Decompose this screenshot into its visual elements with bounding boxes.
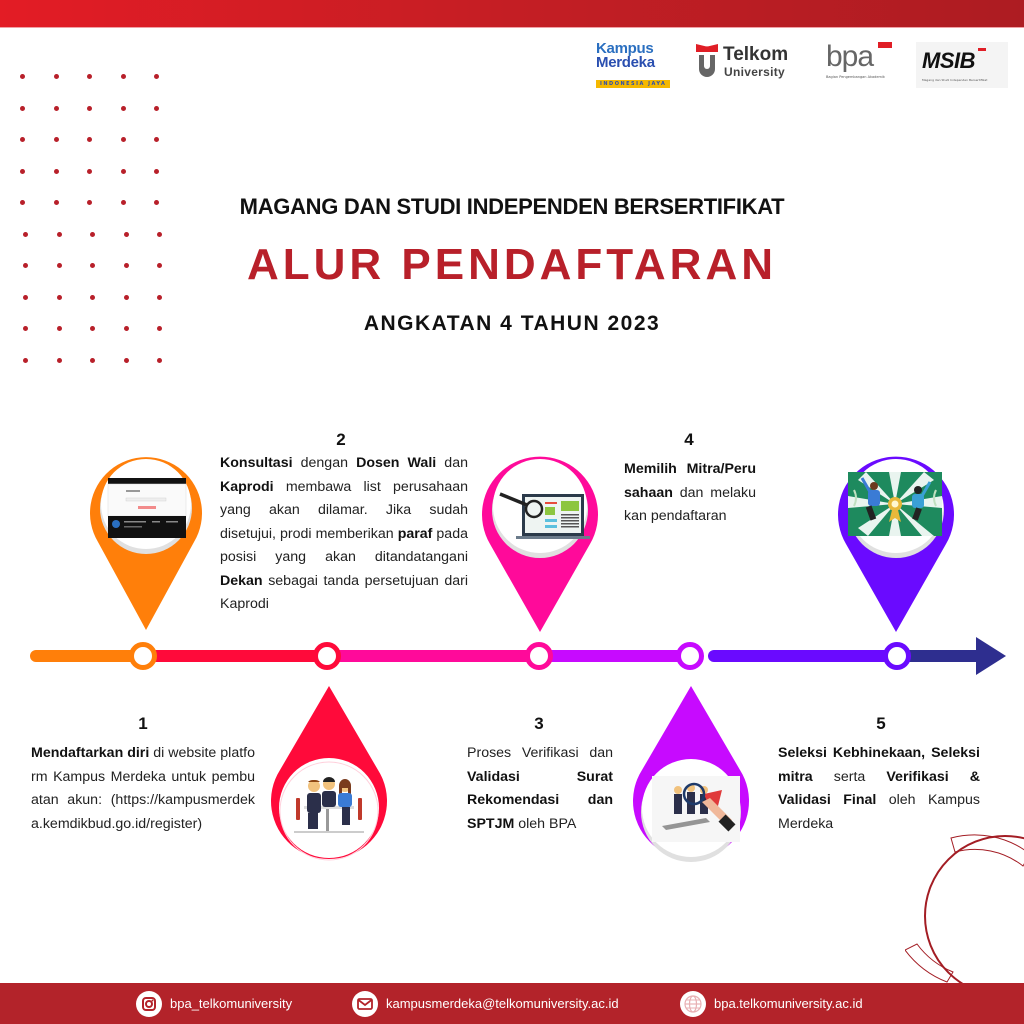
step-5-pin xyxy=(834,446,958,632)
timeline-arrow-icon xyxy=(976,637,1006,675)
step-4-pin xyxy=(478,446,602,632)
decorative-ring-icon xyxy=(905,830,1024,983)
dot-decoration xyxy=(154,137,159,142)
timeline xyxy=(0,620,1024,700)
dot-decoration xyxy=(87,169,92,174)
dot-decoration xyxy=(121,74,126,79)
step-5-text-bold: Verifikasi & Validasi Final xyxy=(778,768,980,808)
dot-decoration xyxy=(23,295,28,300)
step-2-description xyxy=(220,452,468,617)
step-3-number: 3 xyxy=(534,714,544,733)
bpa-logo xyxy=(824,42,900,88)
timeline-node-1 xyxy=(129,642,157,670)
dot-decoration xyxy=(20,169,25,174)
footer-contact-bar xyxy=(0,983,1024,1024)
dot-decoration xyxy=(121,137,126,142)
timeline-segment-5 xyxy=(708,650,898,662)
page-title: ALUR PENDAFTARAN xyxy=(246,240,778,289)
step-3-text-bold: Validasi Surat Rekomendasi dan SPTJM xyxy=(467,768,613,832)
step-2-text-bold: Konsultasi xyxy=(220,455,293,471)
telkom-university-logo xyxy=(696,42,806,88)
dot-decoration xyxy=(154,169,159,174)
dot-decoration xyxy=(121,106,126,111)
email-address[interactable]: kampusmerdeka@telkomuniversity.ac.id xyxy=(386,996,619,1011)
telkom-logo-line2: University xyxy=(724,65,786,79)
kampus-merdeka-logo-line2: Merdeka xyxy=(596,54,655,71)
step-3-description xyxy=(467,742,613,836)
msib-logo-tagline: Magang dan Studi Independen Bersertifikat xyxy=(922,78,988,82)
dot-decoration xyxy=(124,295,129,300)
dot-decoration xyxy=(20,74,25,79)
step-2-text: membawa list perusahaan yang akan dilamar. Jika sudah disetujui, prodi memberikan xyxy=(220,478,468,542)
dot-decoration xyxy=(20,106,25,111)
partner-logos xyxy=(596,42,1016,88)
step-1-text: di website platform Kampus Merdeka untuk pembuatan akun: (https://kampusmerdeka.kemdikbud.go.id/register) xyxy=(31,745,255,832)
email-icon xyxy=(352,991,378,1017)
step-3-text: oleh BPA xyxy=(514,815,577,832)
bpa-flag-icon xyxy=(878,42,892,48)
instagram-contact[interactable] xyxy=(136,990,292,1017)
step-2-text-bold: Dekan xyxy=(220,572,263,589)
step-2-text: sebagai tanda persetujuan dari Kaprodi xyxy=(220,572,468,612)
website-screenshot-icon xyxy=(108,478,186,538)
dot-decoration xyxy=(23,232,28,237)
step-5-number: 5 xyxy=(876,714,886,733)
dot-decoration xyxy=(154,106,159,111)
telkom-logo-line1: Telkom xyxy=(723,44,789,65)
bpa-logo-text: bpa xyxy=(826,40,874,73)
celebration-award-icon xyxy=(848,472,942,536)
program-subtitle: MAGANG DAN STUDI INDEPENDEN BERSERTIFIKAT xyxy=(239,194,785,219)
step-1-pin xyxy=(86,446,206,630)
dot-decoration xyxy=(124,358,129,363)
cohort-heading: ANGKATAN 4 TAHUN 2023 xyxy=(363,312,661,335)
dot-decoration xyxy=(20,137,25,142)
timeline-node-2 xyxy=(313,642,341,670)
timeline-node-3 xyxy=(525,642,553,670)
timeline-node-5 xyxy=(883,642,911,670)
step-1-number: 1 xyxy=(138,714,148,733)
step-5-description xyxy=(778,742,980,836)
dot-decoration xyxy=(23,358,28,363)
step-3-text: Proses Verifikasi dan xyxy=(467,745,613,761)
website-url[interactable]: bpa.telkomuniversity.ac.id xyxy=(714,996,863,1011)
dot-decoration xyxy=(57,295,62,300)
msib-accent-icon xyxy=(978,48,986,51)
dot-decoration xyxy=(57,358,62,363)
dot-decoration xyxy=(54,169,59,174)
timeline-segment-2 xyxy=(145,650,330,662)
step-1-description xyxy=(31,742,255,836)
kampus-merdeka-logo xyxy=(596,42,680,88)
dot-decoration xyxy=(90,295,95,300)
step-4-number: 4 xyxy=(684,430,694,449)
email-contact[interactable] xyxy=(352,990,619,1017)
step-2-text-bold: Kaprodi xyxy=(220,478,274,495)
dot-decoration xyxy=(87,106,92,111)
step-5-text: oleh Kampus Merdeka xyxy=(778,792,980,832)
step-5-text: serta xyxy=(812,768,887,785)
top-banner-bar xyxy=(0,0,1024,28)
magnifier-candidates-icon xyxy=(652,776,740,842)
step-2-text: dan xyxy=(436,455,468,471)
step-1-text-bold: Mendaftarkan diri xyxy=(31,745,150,761)
msib-logo-text: MSIB xyxy=(922,48,975,73)
dot-decoration xyxy=(87,137,92,142)
globe-icon xyxy=(680,991,706,1017)
timeline-segment-3 xyxy=(330,650,540,662)
dot-decoration xyxy=(87,74,92,79)
step-4-text-bold: Memilih Mitra/Perusahaan xyxy=(624,461,756,501)
dot-decoration xyxy=(90,358,95,363)
dot-decoration xyxy=(57,232,62,237)
step-4-description xyxy=(624,458,756,529)
instagram-handle[interactable]: bpa_telkomuniversity xyxy=(170,996,293,1011)
kampus-merdeka-logo-line1: Kampus xyxy=(596,40,654,57)
dot-decoration xyxy=(157,295,162,300)
bpa-logo-tagline: Bagian Pengembangan Akademik xyxy=(826,75,885,79)
dot-decoration xyxy=(54,137,59,142)
dot-decoration xyxy=(157,358,162,363)
msib-logo xyxy=(916,42,1008,88)
kampus-merdeka-tagline: INDONESIA JAYA xyxy=(596,80,670,88)
step-5-text-bold: Seleksi Kebhinekaan, Seleksi mitra xyxy=(778,745,980,785)
timeline-segment-4 xyxy=(540,650,690,662)
telkom-university-emblem-icon xyxy=(696,44,718,78)
step-2-text: dengan xyxy=(292,455,357,471)
dot-decoration xyxy=(121,169,126,174)
dot-decoration xyxy=(90,232,95,237)
timeline-node-4 xyxy=(676,642,704,670)
step-2-text: pada posisi yang akan ditandatangani xyxy=(220,525,468,565)
step-2-text-bold: Dosen Wali xyxy=(356,455,437,471)
step-3-pin xyxy=(626,686,756,874)
step-2-number: 2 xyxy=(336,430,346,449)
step-2-pin xyxy=(264,686,394,874)
dot-decoration xyxy=(157,232,162,237)
timeline-segment-1 xyxy=(30,650,145,662)
dot-decoration xyxy=(154,74,159,79)
dot-decoration xyxy=(54,74,59,79)
step-4-text: dan melakukan pendaftaran xyxy=(624,484,756,524)
dot-decoration xyxy=(54,106,59,111)
step-2-text-bold: paraf xyxy=(397,525,433,542)
dot-decoration xyxy=(124,232,129,237)
website-contact[interactable] xyxy=(680,990,863,1017)
instagram-icon xyxy=(136,991,162,1017)
